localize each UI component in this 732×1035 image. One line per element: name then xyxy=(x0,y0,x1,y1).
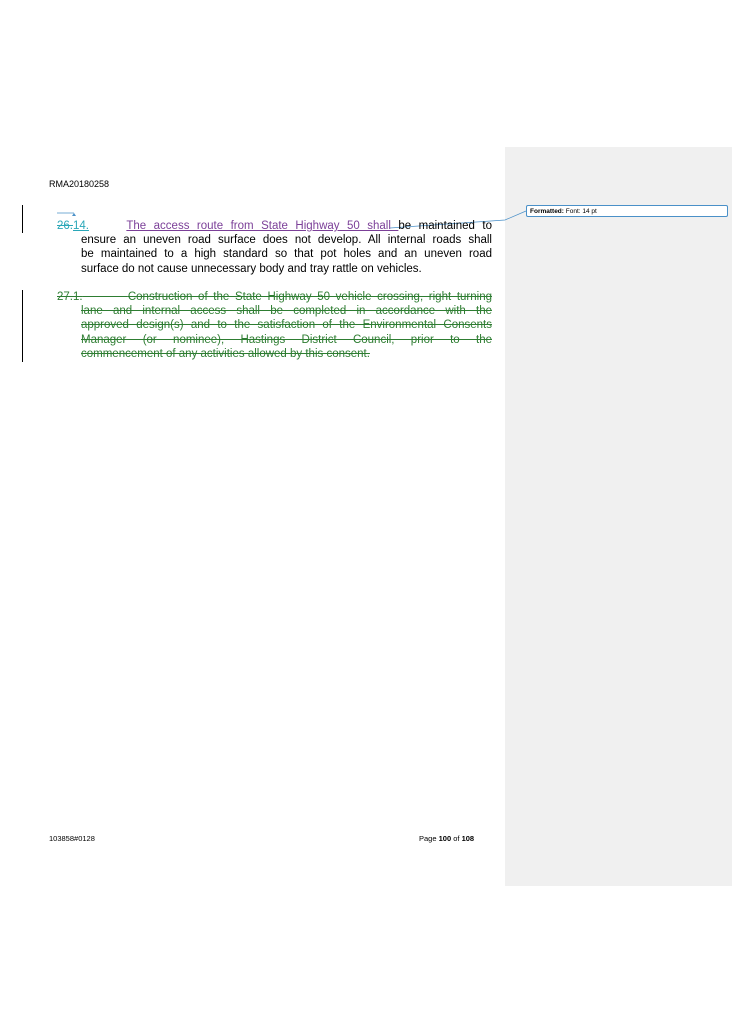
inserted-text: The access route from State Highway 50 shall xyxy=(126,220,399,232)
comment-balloon[interactable] xyxy=(526,205,728,217)
paragraph-line: commencement of any activities allowed by this consent. xyxy=(81,347,370,360)
page-prefix: Page xyxy=(419,834,437,843)
document-reference: RMA20180258 xyxy=(49,179,110,189)
paragraph-line: Manager (or nominee), Hastings District Council, prior to the xyxy=(81,333,492,346)
page-of: of xyxy=(453,834,460,843)
paragraph-line: be maintained to a high standard so that pot holes and an uneven road xyxy=(81,248,492,261)
inserted-number: 14. xyxy=(73,220,89,232)
paragraph-line: lane and internal access shall be completed in accordance with the xyxy=(81,305,492,318)
footer-document-number: 103858#0128 xyxy=(49,834,95,843)
paragraph-text: be maintained to xyxy=(398,220,492,232)
deleted-condition-paragraph xyxy=(57,290,492,361)
comment-detail: Font: 14 pt xyxy=(565,208,597,215)
paragraph-line: surface do not cause unnecessary body and tray rattle on vehicles. xyxy=(81,262,422,275)
comment-label: Formatted: xyxy=(530,208,564,215)
paragraph-line: ensure an uneven road surface does not develop. All internal roads shall xyxy=(81,234,492,247)
footer-page-number xyxy=(419,834,474,843)
condition-paragraph-14 xyxy=(57,219,492,276)
page-total: 108 xyxy=(461,834,475,843)
paragraph-text: Construction of the State Highway 50 vehicle crossing, right turning xyxy=(127,291,492,303)
paragraph-line: approved design(s) and to the satisfaction of the Environmental Consents xyxy=(81,319,492,332)
deleted-number: 26. xyxy=(57,220,73,232)
change-bar xyxy=(22,205,23,233)
page-current: 100 xyxy=(438,834,452,843)
deleted-paragraph-number: 27.1. xyxy=(57,291,83,303)
change-bar xyxy=(22,290,23,362)
